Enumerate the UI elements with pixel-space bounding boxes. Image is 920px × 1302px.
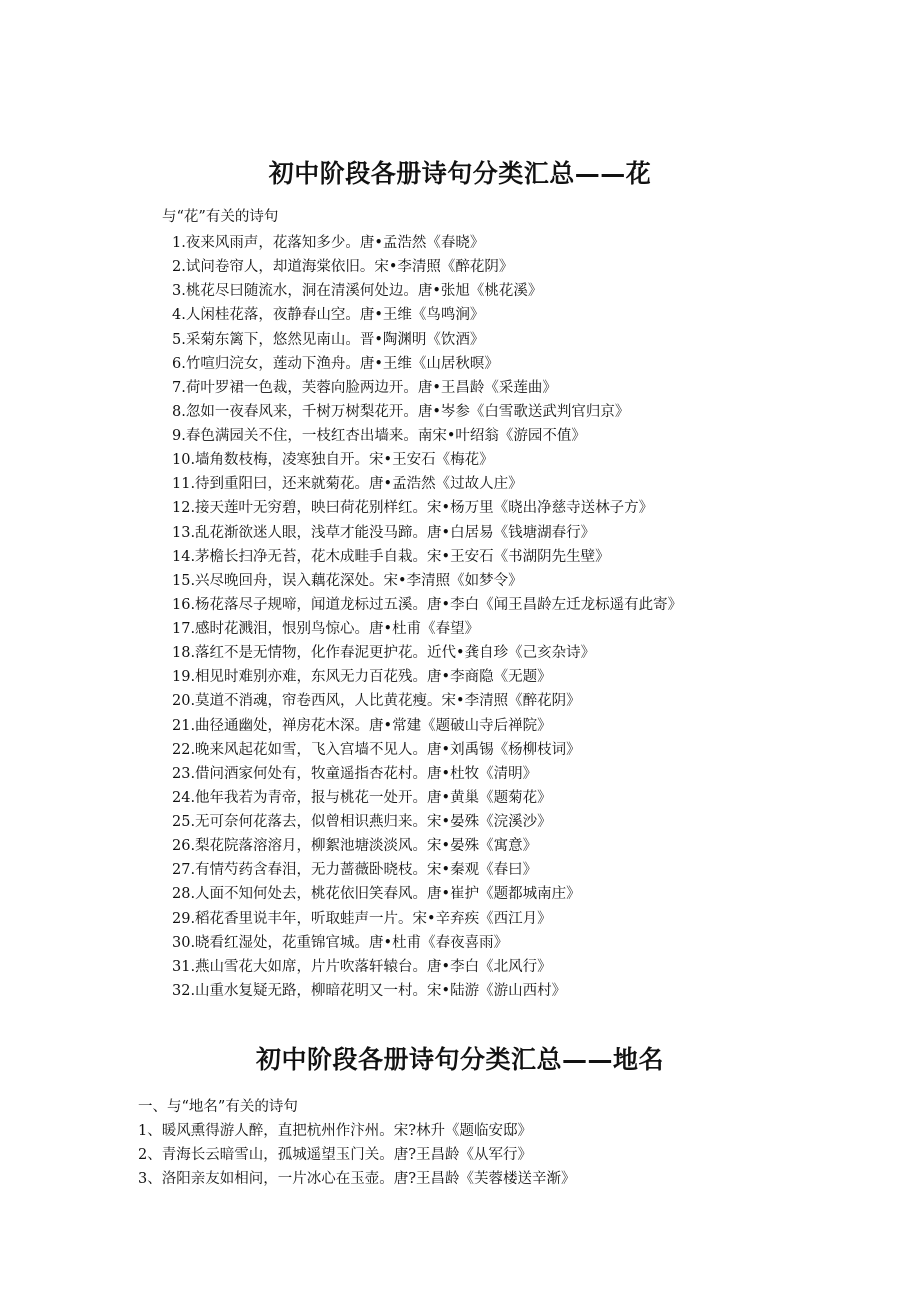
poem-line: 26.梨花院落溶溶月，柳絮池塘淡淡风。宋•晏殊《寓意》 (172, 838, 538, 855)
poem-line: 2.试问卷帘人，却道海棠依旧。宋•李清照《醉花阴》 (172, 259, 514, 276)
poem-line: 14.茅檐长扫净无苔，花木成畦手自栽。宋•王安石《书湖阴先生壁》 (172, 548, 610, 565)
poem-line: 2、青海长云暗雪山，孤城遥望玉门关。唐?王昌龄《从军行》 (138, 1147, 532, 1164)
poem-line: 17.感时花溅泪，恨别鸟惊心。唐•杜甫《春望》 (172, 621, 480, 637)
poem-line: 10.墙角数枝梅，凌寒独自开。宋•王安石《梅花》 (172, 452, 494, 469)
poem-line: 16.杨花落尽子规啼，闻道龙标过五溪。唐•李白《闻王昌龄左迁龙标遥有此寄》 (172, 596, 683, 613)
poem-line: 1、暖风熏得游人醉，直把杭州作汴州。宋?林升《题临安邸》 (138, 1123, 532, 1139)
poem-line: 5.采菊东篱下，悠然见南山。晋•陶渊明《饮酒》 (172, 331, 485, 348)
poem-line: 7.荷叶罗裙一色裁，芙蓉向脸两边开。唐•王昌龄《采莲曲》 (172, 379, 557, 396)
poem-line: 6.竹喧归浣女，莲动下渔舟。唐•王维《山居秋暝》 (172, 355, 499, 372)
section-title-flowers: 初中阶段各册诗句分类汇总——花 (268, 159, 652, 188)
poem-line: 27.有情芍药含春泪，无力蔷薇卧晓枝。宋•秦观《春曰》 (172, 862, 538, 879)
poem-line: 25.无可奈何花落去，似曾相识燕归来。宋•晏殊《浣溪沙》 (172, 814, 552, 830)
poem-line: 22.晚来风起花如雪，飞入宫墙不见人。唐•刘禹锡《杨柳枝词》 (172, 741, 581, 758)
poem-line: 30.晓看红湿处，花重锦官城。唐•杜甫《春夜喜雨》 (172, 934, 509, 951)
poem-line: 8.忽如一夜春风来，千树万树梨花开。唐•岑参《白雪歌送武判官归京》 (172, 403, 630, 420)
poem-line: 13.乱花渐欲迷人眼，浅草才能没马蹄。唐•白居易《钱塘湖春行》 (172, 524, 596, 541)
poem-line: 18.落红不是无情物，化作春泥更护花。近代•龚自珍《己亥杂诗》 (172, 645, 596, 662)
poem-line: 31.燕山雪花大如席，片片吹落轩辕台。唐•李白《北风行》 (172, 958, 552, 975)
section-subheading-flowers: 与“花”有关的诗句 (162, 209, 279, 225)
poem-line: 24.他年我若为青帝，报与桃花一处开。唐•黄巢《题菊花》 (172, 789, 552, 806)
section-title-place-names: 初中阶段各册诗句分类汇总——地名 (255, 1045, 664, 1074)
poem-line: 21.曲径通幽处，禅房花木深。唐•常建《题破山寺后禅院》 (172, 717, 552, 734)
poem-line: 1.夜来风雨声，花落知多少。唐•孟浩然《春晓》 (172, 235, 485, 251)
poem-line: 9.春色满园关不住，一枝红杏出墙来。南宋•叶绍翁《游园不值》 (172, 428, 586, 444)
poem-line: 19.相见时难别亦难，东风无力百花残。唐•李商隐《无题》 (172, 669, 552, 686)
poem-line: 23.借问酒家何处有，牧童遥指杏花村。唐•杜牧《清明》 (172, 765, 538, 782)
poem-list-place-names (138, 1119, 576, 1192)
poem-line: 3、洛阳亲友如相问，一片冰心在玉壶。唐?王昌龄《芙蓉楼送辛渐》 (138, 1171, 576, 1188)
poem-line: 32.山重水复疑无路，柳暗花明又一村。宋•陆游《游山西村》 (172, 982, 567, 999)
poem-line: 15.兴尽晚回舟，误入藕花深处。宋•李清照《如梦令》 (172, 572, 523, 589)
section-subheading-place-names: 一、与“地名”有关的诗句 (138, 1099, 298, 1115)
poem-list-flowers (172, 231, 682, 1003)
poem-line: 4.人闲桂花落，夜静春山空。唐•王维《鸟鸣涧》 (172, 307, 485, 324)
poem-line: 3.桃花尽曰随流水，洞在清溪何处边。唐•张旭《桃花溪》 (172, 283, 543, 300)
poem-line: 29.稻花香里说丰年，听取蛙声一片。宋•辛弃疾《西江月》 (172, 910, 552, 927)
poem-line: 12.接天莲叶无穷碧，映曰荷花别样红。宋•杨万里《晓出净慈寺送林子方》 (172, 500, 654, 517)
poem-line: 28.人面不知何处去，桃花依旧笑春风。唐•崔护《题都城南庄》 (172, 886, 581, 903)
poem-line: 11.待到重阳曰，还来就菊花。唐•孟浩然《过故人庄》 (172, 476, 523, 493)
poem-line: 20.莫道不消魂，帘卷西风，人比黄花瘦。宋•李清照《醉花阴》 (172, 693, 581, 710)
